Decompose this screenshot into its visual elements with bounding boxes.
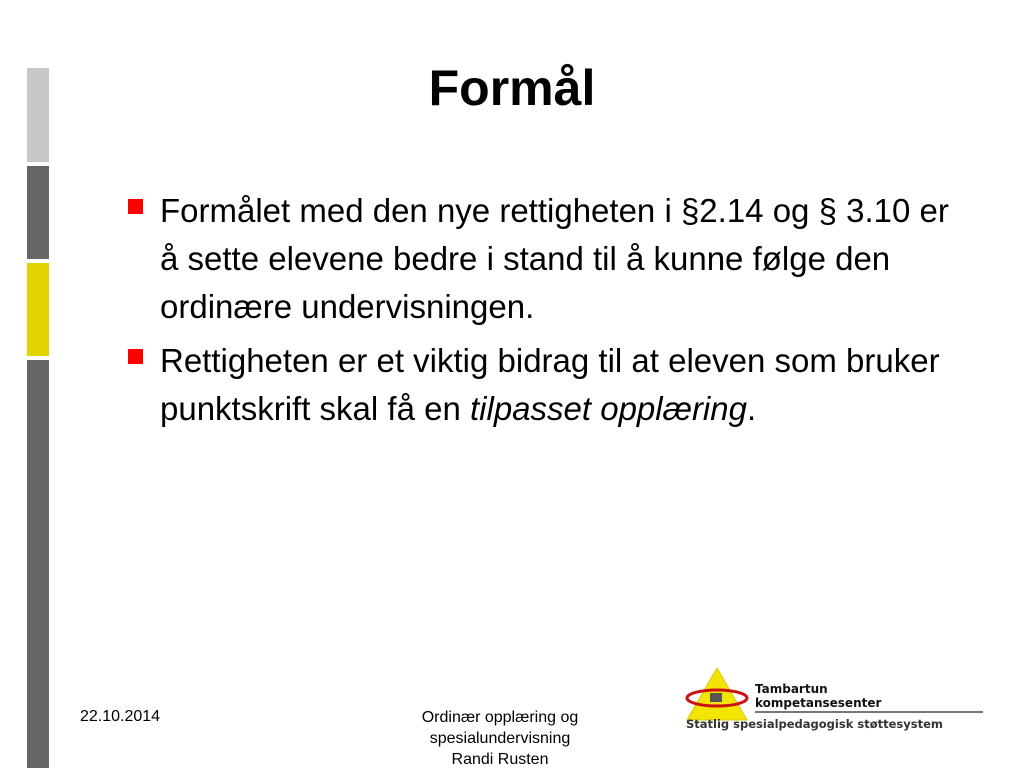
- bullet-list: [122, 187, 962, 439]
- bullet-text-end: .: [746, 390, 757, 427]
- bullet-item: [122, 337, 962, 433]
- square-bullet-icon: [128, 349, 143, 364]
- logo-tagline: Statlig spesialpedagogisk støttesystem: [686, 717, 943, 731]
- logo-divider: [755, 711, 983, 713]
- footer-line: Randi Rusten: [451, 751, 549, 768]
- footer-line: Ordinær opplæring og: [421, 709, 579, 726]
- slide-title: Formål: [428, 60, 596, 116]
- logo-name-line: Tambartun: [755, 682, 828, 696]
- bullet-text: Formålet med den nye rettigheten i §2.14 og § 3.10 er å sette elevene bedre i stand til å kunne følge den ordinære undervisningen.: [160, 192, 949, 325]
- sidebar-block-dark-bottom: [27, 360, 49, 768]
- bullet-text: Rettigheten er et viktig bidrag til at eleven som bruker punktskrift skal få en: [160, 342, 940, 427]
- sidebar-block-yellow: [27, 263, 49, 356]
- bullet-emphasis: tilpasset opplæring: [469, 390, 747, 427]
- footer-date: 22.10.2014: [80, 708, 161, 725]
- footer-line: spesialundervisning: [429, 730, 571, 747]
- bullet-item: [122, 187, 962, 331]
- tambartun-logo: [682, 664, 987, 740]
- logo-name-line: kompetansesenter: [755, 696, 882, 710]
- triangle-ring-logo-icon: [682, 664, 752, 724]
- square-bullet-icon: [128, 199, 143, 214]
- footer-center-text: [380, 707, 620, 770]
- logo-name: [755, 682, 881, 710]
- sidebar-block-dark: [27, 166, 49, 259]
